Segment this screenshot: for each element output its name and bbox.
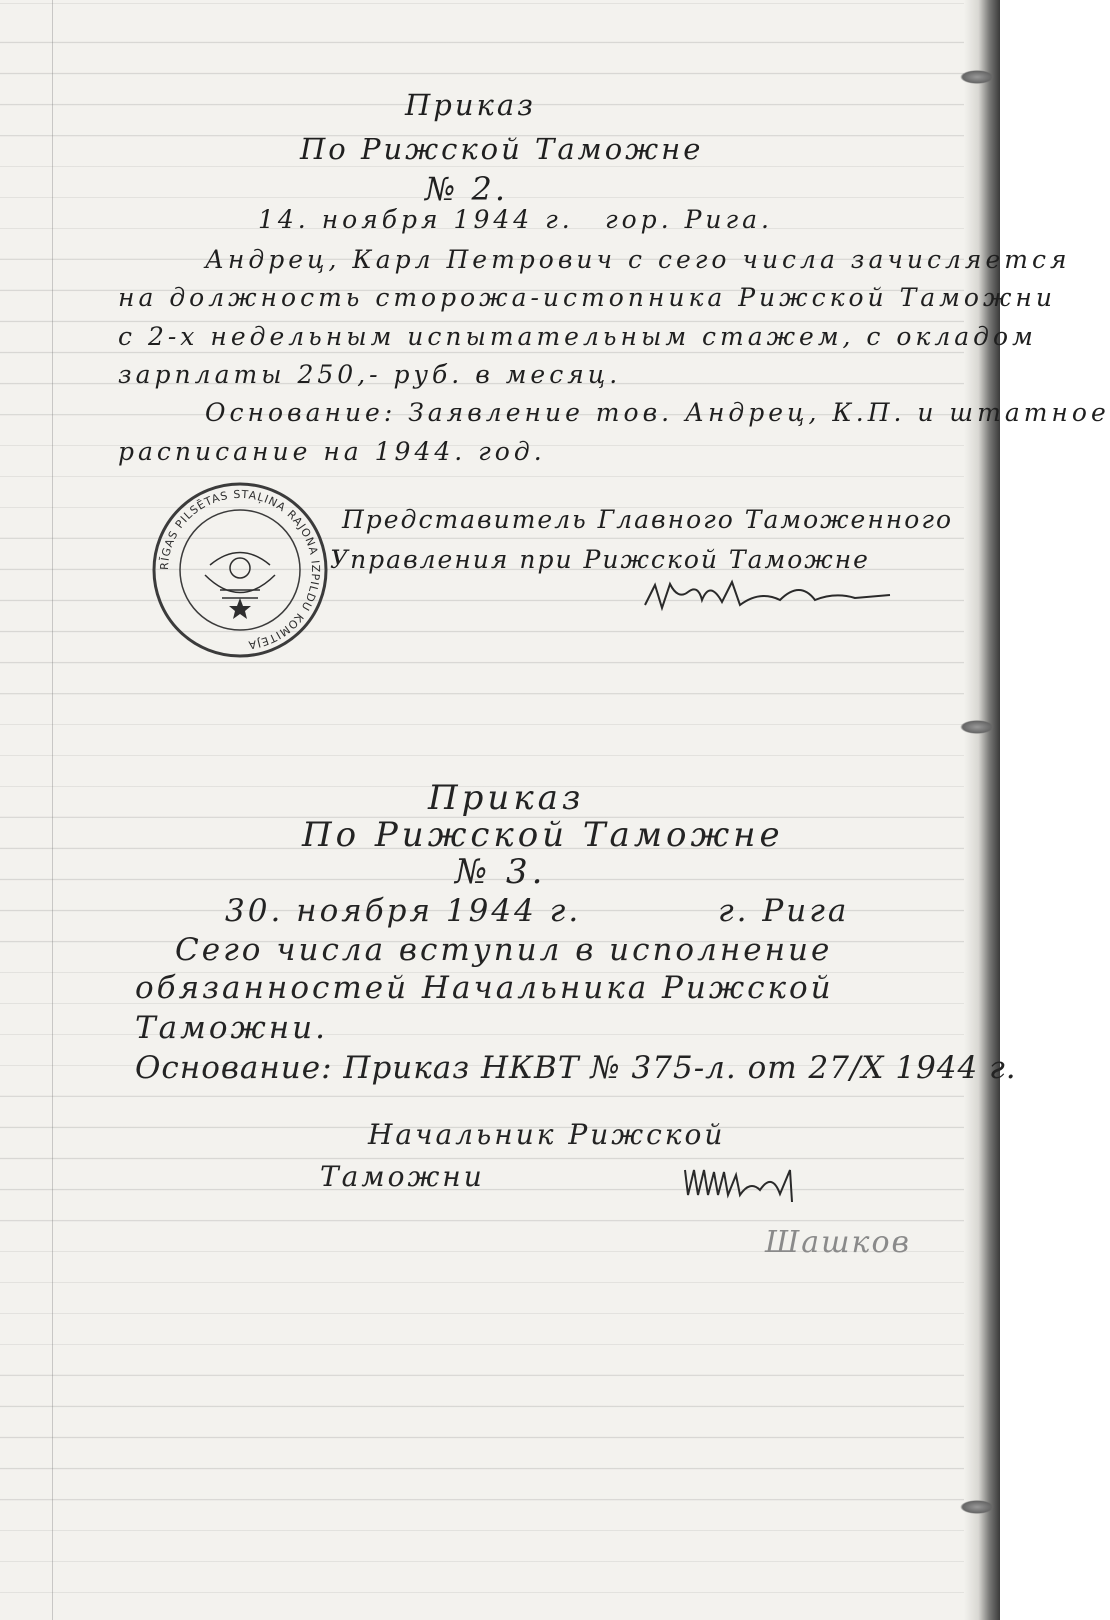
order2-subtitle: По Рижской Таможне (302, 815, 784, 855)
round-seal-stamp (150, 480, 330, 660)
binding-thread (960, 1500, 994, 1514)
order1-line: расписание на 1944. год. (118, 437, 546, 466)
order2-title: Приказ (428, 778, 585, 818)
order1-line: с 2-х недельным испытательным стажем, с окладом (118, 322, 1037, 351)
order2-signatory-line: Таможни (320, 1160, 485, 1193)
order1-signatory-line: Представитель Главного Таможенного (342, 505, 954, 534)
order2-number: № 3. (455, 852, 547, 892)
order1-title: Приказ (405, 88, 536, 122)
binding-thread (960, 720, 994, 734)
order2-signatory-line: Начальник Рижской (368, 1118, 726, 1151)
order1-line: Андрец, Карл Петрович с сего числа зачисляется (205, 245, 1071, 274)
order1-place: гор. Рига. (605, 205, 773, 234)
pencil-annotation: Шашков (765, 1225, 911, 1260)
order2-line: Сего числа вступил в исполнение (175, 932, 833, 968)
binding-thread (960, 70, 994, 84)
order2-place: г. Рига (718, 893, 850, 929)
order1-line: Основание: Заявление тов. Андрец, К.П. и штатное (205, 398, 1110, 427)
binding-spine (964, 0, 1000, 1620)
order1-date: 14. ноября 1944 г. (258, 205, 574, 234)
svg-text:RĪGAS PILSĒTAS STAĻINA RAJONA (158, 488, 322, 652)
order1-signatory-line: Управления при Рижской Таможне (330, 545, 870, 574)
order2-line: обязанностей Начальника Рижской (135, 970, 834, 1006)
order2-line: Основание: Приказ НКВТ № 375-л. от 27/X 1944 г. (135, 1050, 1017, 1086)
handwritten-signature (680, 1150, 900, 1210)
seal-text: RĪGAS PILSĒTAS STAĻINA RAJONA IZPILDU KOMITEJA (157, 487, 323, 652)
margin-line (52, 0, 53, 1620)
order1-number: № 2. (425, 170, 508, 208)
handwritten-signature (640, 570, 900, 630)
order2-date: 30. ноября 1944 г. (225, 893, 582, 929)
order1-line: на должность сторожа-истопника Рижской Таможни (118, 283, 1056, 312)
order2-line: Таможни. (135, 1010, 329, 1046)
order1-line: зарплаты 250,- руб. в месяц. (118, 360, 622, 389)
order1-subtitle: По Рижской Таможне (300, 132, 704, 166)
